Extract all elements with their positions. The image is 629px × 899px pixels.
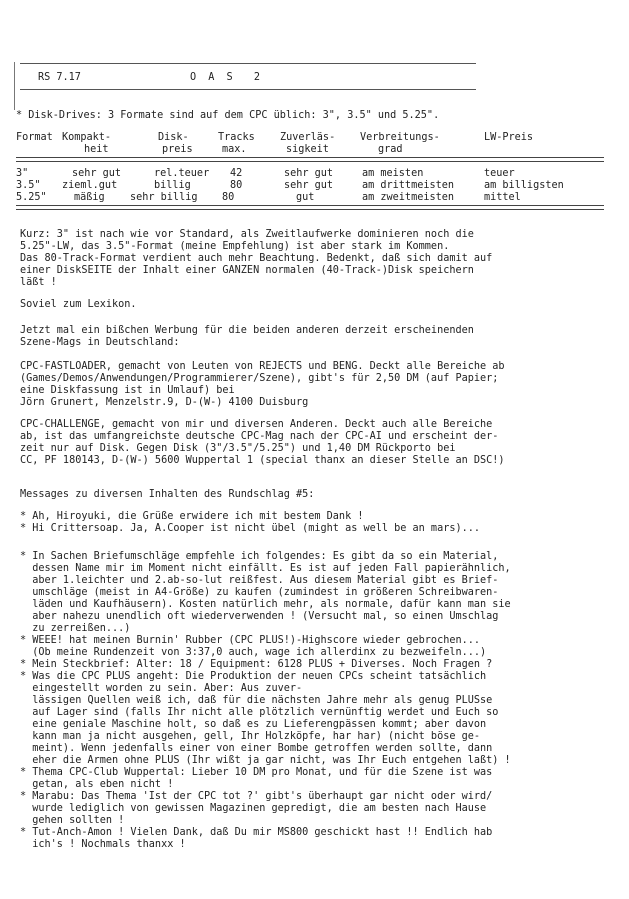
text-line: (Games/Demos/Anwendungen/Programmierer/Szene), gibt's für 2,50 DM (auf Papier; (20, 373, 499, 384)
cell-format: 3.5" (16, 180, 41, 191)
text-line: läßt ! (20, 277, 57, 288)
col-header-kompaktheit-2: heit (84, 144, 109, 155)
text-line: Jörn Grunert, Menzelstr.9, D-(W-) 4100 Duisburg (20, 397, 309, 408)
cell-kompaktheit: mäßig (74, 192, 105, 203)
cell-lw-preis: teuer (484, 168, 515, 179)
cell-tracks: 42 (230, 168, 243, 179)
intro-line: * Disk-Drives: 3 Formate sind auf dem CPC üblich: 3", 3.5" und 5.25". (16, 110, 440, 121)
cell-kompaktheit: zieml.gut (62, 180, 118, 191)
cell-format: 5.25" (16, 192, 47, 203)
text-line: CC, PF 180143, D-(W-) 5600 Wuppertal 1 (special thanx an dieser Stelle an DSC!) (20, 455, 505, 466)
text-line: gehen sollten ! (20, 815, 125, 826)
table-top-rule (16, 157, 604, 162)
text-line: lässigen Quellen weiß ich, daß für die nächsten Jahre mehr als genug PLUSse (20, 695, 493, 706)
cell-zuverlaessigkeit: sehr gut (284, 168, 334, 179)
cell-verbreitung: am meisten (362, 168, 424, 179)
text-line: kann man ja nicht ausgehen, gell, Ihr Holzköpfe, har har) (nicht böse ge- (20, 731, 481, 742)
cell-kompaktheit: sehr gut (72, 168, 122, 179)
text-line: * Hi Crittersoap. Ja, A.Cooper ist nicht übel (might as well be an mars)... (20, 523, 481, 534)
text-line: einer DiskSEITE der Inhalt einer GANZEN normalen (40-Track-)Disk speichern (20, 265, 474, 276)
text-line: Jetzt mal ein bißchen Werbung für die beiden anderen derzeit erscheinenden (20, 325, 474, 336)
col-header-kompaktheit-1: Kompakt- (62, 132, 112, 143)
cell-zuverlaessigkeit: sehr gut (284, 180, 334, 191)
text-line: zeit nur auf Disk. Gegen Disk (3"/3.5"/5.25") und 1,40 DM Rückporto bei (20, 443, 456, 454)
header-top-rule (20, 63, 476, 64)
text-line: eine geniale Maschine holt, so daß es zu Lieferengpässen kommt; aber davon (20, 719, 487, 730)
cell-zuverlaessigkeit: gut (296, 192, 315, 203)
cell-diskpreis: sehr billig (130, 192, 198, 203)
text-line: getan, als eben nicht ! (20, 779, 174, 790)
text-line: zu zerreißen...) (20, 623, 131, 634)
cell-verbreitung: am drittmeisten (362, 180, 455, 191)
table-bottom-rule (16, 205, 604, 210)
cell-lw-preis: mittel (484, 192, 521, 203)
col-header-zuverlaessigkeit-1: Zuverläs- (280, 132, 336, 143)
text-line: CPC-CHALLENGE, gemacht von mir und diversen Anderen. Deckt auch alle Bereiche (20, 419, 493, 430)
text-line: Kurz: 3" ist nach wie vor Standard, als Zweitlaufwerke dominieren noch die (20, 229, 474, 240)
text-line: Soviel zum Lexikon. (20, 299, 137, 310)
text-line: umschläge (meist in A4-Größe) zu kaufen (zumindest in größeren Schreibwaren- (20, 587, 499, 598)
text-line: ich's ! Nochmals thanxx ! (20, 839, 186, 850)
text-line: eher die Armen ohne PLUS (Ihr wißt ja gar nicht, was Ihr Euch entgehen laßt) ! (20, 755, 511, 766)
document-title: O A S 2 (190, 72, 264, 83)
header-bottom-rule (20, 89, 476, 90)
cell-format: 3" (16, 168, 29, 179)
text-line: wurde lediglich von gewissen Magazinen gepredigt, die am besten nach Hause (20, 803, 487, 814)
text-line: (Ob meine Rundenzeit von 3:37,0 auch, wage ich allerdinx zu bezweifeln...) (20, 647, 487, 658)
text-line: ab, ist das umfangreichste deutsche CPC-Mag nach der CPC-AI und erscheint der- (20, 431, 499, 442)
col-header-lw-preis: LW-Preis (484, 132, 534, 143)
text-line: dessen Name mir im Moment nicht einfällt. Es ist auf jeden Fall papierähnlich, (20, 563, 511, 574)
cell-tracks: 80 (222, 192, 235, 203)
text-line: * Marabu: Das Thema 'Ist der CPC tot ?' gibt's überhaupt gar nicht oder wird/ (20, 791, 493, 802)
text-line: * Mein Steckbrief: Alter: 18 / Equipment: 6128 PLUS + Diverses. Noch Fragen ? (20, 659, 493, 670)
text-line: aber 1.leichter und 2.ab-so-lut reißfest. Aus diesem Material gibt es Brief- (20, 575, 499, 586)
text-line: aber nahezu unendlich oft wiederverwenden ! (Versucht mal, so einen Umschlag (20, 611, 499, 622)
text-line: meint). Wenn jedenfalls einer von einer Bombe getroffen werden sollte, dann (20, 743, 493, 754)
text-line: auf Lager sind (falls Ihr nicht alle plötzlich vernünftig werdet und Euch so (20, 707, 499, 718)
col-header-diskpreis-2: preis (162, 144, 193, 155)
margin-bar (14, 62, 15, 110)
text-line: * Thema CPC-Club Wuppertal: Lieber 10 DM pro Monat, und für die Szene ist was (20, 767, 493, 778)
text-line: Messages zu diversen Inhalten des Rundschlag #5: (20, 489, 315, 500)
col-header-zuverlaessigkeit-2: sigkeit (286, 144, 329, 155)
text-line: 5.25"-LW, das 3.5"-Format (meine Empfehlung) ist aber stark im Kommen. (20, 241, 450, 252)
text-line: Szene-Mags in Deutschland: (20, 337, 180, 348)
document-code: RS 7.17 (38, 72, 81, 83)
col-header-tracks-2: max. (222, 144, 247, 155)
text-line: * Was die CPC PLUS angeht: Die Produktion der neuen CPCs scheint tatsächlich (20, 671, 487, 682)
text-line: CPC-FASTLOADER, gemacht von Leuten von REJECTS und BENG. Deckt alle Bereiche ab (20, 361, 505, 372)
text-line: * WEEE! hat meinen Burnin' Rubber (CPC PLUS!)-Highscore wieder gebrochen... (20, 635, 481, 646)
col-header-tracks-1: Tracks (218, 132, 255, 143)
col-header-verbreitung-1: Verbreitungs- (360, 132, 440, 143)
cell-tracks: 80 (230, 180, 243, 191)
text-line: Das 80-Track-Format verdient auch mehr Beachtung. Bedenkt, daß sich damit auf (20, 253, 493, 264)
col-header-diskpreis-1: Disk- (158, 132, 189, 143)
cell-diskpreis: rel.teuer (154, 168, 210, 179)
cell-diskpreis: billig (154, 180, 191, 191)
text-line: * Tut-Anch-Amon ! Vielen Dank, daß Du mir MS800 geschickt hast !! Endlich hab (20, 827, 493, 838)
text-line: läden und Kaufhäusern). Kosten natürlich mehr, als normale, dafür kann man sie (20, 599, 511, 610)
cell-verbreitung: am zweitmeisten (362, 192, 455, 203)
text-line: * In Sachen Briefumschläge empfehle ich folgendes: Es gibt da so ein Material, (20, 551, 499, 562)
col-header-verbreitung-2: grad (378, 144, 403, 155)
cell-lw-preis: am billigsten (484, 180, 564, 191)
col-header-format: Format (16, 132, 53, 143)
text-line: eingestellt worden zu sein. Aber: Aus zuver- (20, 683, 303, 694)
text-line: eine Diskfassung ist in Umlauf) bei (20, 385, 235, 396)
text-line: * Ah, Hiroyuki, die Grüße erwidere ich mit bestem Dank ! (20, 511, 364, 522)
